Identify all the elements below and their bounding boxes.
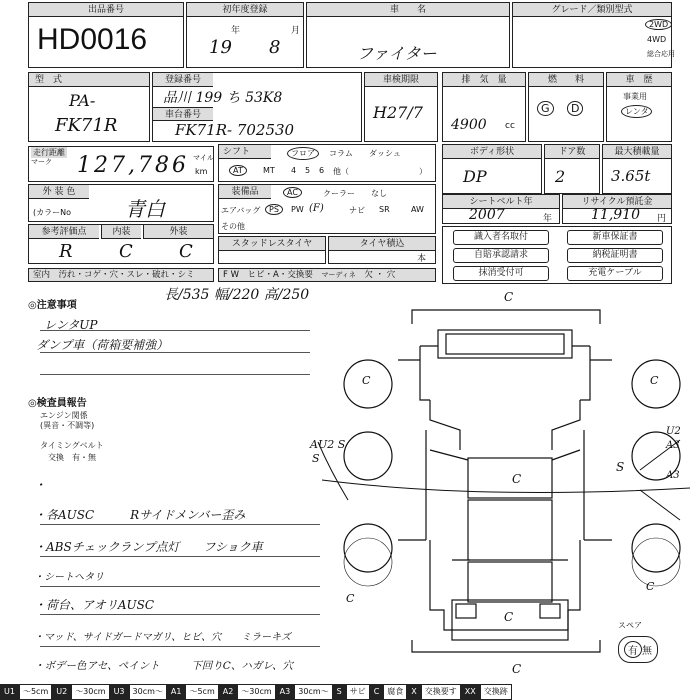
displacement-label: 排 気 量 <box>443 73 525 87</box>
recycle-unit: 円 <box>657 214 667 224</box>
damage-marks <box>318 440 690 520</box>
shift-opt1 <box>287 147 319 160</box>
displacement-value: 4900 <box>451 117 487 133</box>
usage-opt2-text: レンタ <box>621 105 652 118</box>
belt-unit: 年 <box>543 214 553 224</box>
first-reg-month: 8 <box>269 37 281 58</box>
payload-box <box>602 144 672 194</box>
notes-sep-3 <box>40 374 310 375</box>
car-name-box <box>306 2 510 68</box>
shift-opt1-text: フロア <box>287 147 319 160</box>
mark-rt3: A3 <box>666 470 680 481</box>
body-label: ボディ形状 <box>443 145 541 159</box>
opt-other: 総合応用 <box>647 50 675 58</box>
legend-10: A3 <box>276 684 295 700</box>
remark-sep-2 <box>40 556 320 557</box>
equip-label: 装備品 <box>219 185 271 199</box>
model-line2: FK71R <box>55 115 118 136</box>
mark-wheel-fr: C <box>650 374 659 387</box>
equip-opt5-text: PS <box>265 204 283 215</box>
mark-wheel-rr: C <box>646 580 655 593</box>
doc-button-6[interactable]: 充電ケーブル <box>567 266 663 281</box>
chassis-label: 車台番号 <box>153 107 213 121</box>
legend-19: 交換跡 <box>480 684 512 700</box>
belt-label: シートベルト年 <box>443 195 559 209</box>
payload-label: 最大積載量 <box>603 145 671 159</box>
mark-top: C <box>504 290 514 304</box>
inspector-engine-sub: (異音・不調等) <box>40 421 95 430</box>
legend-13: サビ <box>346 684 370 700</box>
reg-no-label: 登録番号 <box>153 73 213 87</box>
car-name-label: 車 名 <box>307 3 509 17</box>
fw-label: F W <box>223 270 239 280</box>
rating-box <box>28 224 214 264</box>
model-box <box>28 72 150 142</box>
fw-items2: 欠 ・ 穴 <box>364 270 396 280</box>
interior-items: 汚れ・コゲ・穴・スレ・破れ・シミ <box>58 270 195 280</box>
remark-6: ・ボデー色アセ、ペイント 下回りC、ハガレ、穴 <box>34 660 293 672</box>
equip-opt1-text: AC <box>283 187 302 198</box>
mileage-unit1: マイル <box>193 154 214 162</box>
spare-box <box>618 636 658 663</box>
mileage-unit2: km <box>195 167 208 176</box>
legend-15: 腐食 <box>383 684 407 700</box>
belt-value: 2007 <box>469 207 505 223</box>
remark-sep-1 <box>40 524 320 525</box>
legend-16: X <box>407 684 420 700</box>
lot-box <box>28 2 184 68</box>
legend-6: A1 <box>167 684 186 700</box>
spare-yes: 有 <box>624 641 642 658</box>
shift-box <box>218 144 436 182</box>
doc-button-4[interactable]: 新車保証書 <box>567 230 663 245</box>
mileage-value: 127,786 <box>77 153 189 178</box>
shift-opt9: 他（ <box>333 167 349 176</box>
displacement-box <box>442 72 526 142</box>
equip-opt6: PW <box>291 205 304 214</box>
fw-label2: マーディネ <box>321 271 356 279</box>
mark-bottom: C <box>504 610 514 624</box>
doors-value: 2 <box>555 167 566 186</box>
shift-opt3: ダッシュ <box>369 149 401 158</box>
opt-2wd <box>645 19 672 30</box>
fw-items: ヒビ・A・交換要 <box>247 270 313 280</box>
mark-wheel-rl: C <box>346 592 355 605</box>
shift-opt4 <box>229 165 247 176</box>
legend-3: 〜30cm <box>71 684 109 700</box>
year-label: 年 <box>231 26 241 36</box>
remark-sep-3 <box>40 586 320 587</box>
chassis-value: FK71R- 702530 <box>175 121 295 139</box>
out-value: C <box>179 241 193 262</box>
legend-8: A2 <box>219 684 238 700</box>
legend-1: 〜5cm <box>19 684 52 700</box>
mark-rt2: A3 <box>666 440 680 451</box>
first-reg-label: 初年度登録 <box>187 3 303 17</box>
legend-11: 30cm〜 <box>294 684 332 700</box>
inspector-label: ◎検査員報告 <box>28 398 87 409</box>
equip-other: その他 <box>221 222 245 231</box>
usage-opt1: 事業用 <box>623 92 647 101</box>
equip-opt3: なし <box>371 189 387 198</box>
shift-opt5: MT <box>263 166 275 175</box>
legend-14: C <box>370 684 384 700</box>
fuel-d <box>567 101 583 116</box>
color-value: 青白 <box>125 197 165 221</box>
color-label: 外 装 色 <box>29 185 89 199</box>
payload-value: 3.65t <box>611 167 651 185</box>
equip-pw-note: (F) <box>309 203 324 214</box>
notes-label: ◎注意事項 <box>28 300 77 311</box>
dimensions: 長/535 幅/220 高/250 <box>164 287 310 303</box>
remark-0: ・ <box>34 478 47 492</box>
doc-button-5[interactable]: 納税証明書 <box>567 248 663 263</box>
interior-bar <box>28 268 214 282</box>
damage-legend <box>0 684 700 700</box>
remark-sep-4 <box>40 614 320 615</box>
first-reg-year: 19 <box>209 37 232 58</box>
usage-label: 車 歴 <box>607 73 671 87</box>
equip-box <box>218 184 436 234</box>
body-box <box>442 144 542 194</box>
fw-bar <box>218 268 436 282</box>
opt-2wd-text: 2WD <box>645 19 672 30</box>
notes-line2: ダンプ車（荷箱要補強） <box>36 338 169 352</box>
legend-7: 〜5cm <box>185 684 218 700</box>
notes-line1: レンタUP <box>44 318 98 332</box>
opt-4wd: 4WD <box>647 35 667 44</box>
mileage-sub: マーク <box>31 158 52 166</box>
rating-value: R <box>59 241 73 262</box>
equip-opt1 <box>283 187 302 198</box>
mark-left: AU2 S <box>310 438 346 451</box>
doors-label: ドア数 <box>545 145 599 159</box>
recycle-box <box>562 194 672 224</box>
doors-box <box>544 144 600 194</box>
equip-opt2: クーラー <box>323 189 355 198</box>
spare-no: 無 <box>642 646 652 657</box>
out-label: 外装 <box>143 225 213 239</box>
displacement-unit: cc <box>505 121 515 131</box>
equip-opt9: AW <box>411 205 424 214</box>
shift-opt10: ） <box>419 167 427 176</box>
color-sub: (カラーNo <box>33 208 71 217</box>
shift-opt4-text: AT <box>229 165 247 176</box>
recycle-label: リサイクル預託金 <box>563 195 671 209</box>
in-label: 内装 <box>101 225 141 239</box>
equip-opt4: エアバッグ <box>221 206 261 215</box>
docs-box <box>442 226 672 284</box>
inspection-value: H27/7 <box>373 103 423 122</box>
reg-chassis-box <box>152 72 362 142</box>
reg-no-value: 品川 199 ち 53K8 <box>163 90 283 106</box>
shift-opt6: 4 <box>291 166 297 175</box>
fuel-g <box>537 101 554 116</box>
mark-back: C <box>512 662 522 676</box>
inspector-engine: エンジン関係 <box>40 411 88 420</box>
legend-2: U2 <box>52 684 71 700</box>
shift-opt7: 5 <box>305 166 311 175</box>
spare-label: スペア <box>618 621 642 630</box>
first-reg-box <box>186 2 304 68</box>
grade-label: グレード／類別型式 <box>513 3 671 17</box>
grade-box <box>512 2 675 68</box>
rating-label: 参考評価点 <box>29 225 99 239</box>
equip-opt5 <box>265 204 283 215</box>
remark-4: ・荷台、アオリAUSC <box>34 598 155 612</box>
color-box <box>28 184 214 222</box>
inspector-timing: タイミングベルト <box>40 441 104 450</box>
usage-box <box>606 72 672 142</box>
fuel-label: 燃 料 <box>529 73 603 87</box>
remark-5: ・マッド、サイドガードマガリ、ヒビ、穴 ミラーキズ <box>34 632 291 643</box>
remark-2: ・ABSチェックランプ点灯 フショク車 <box>34 540 263 554</box>
fuel-box <box>528 72 604 142</box>
studless-box <box>218 236 326 264</box>
shift-label: シフト <box>219 145 271 159</box>
lot-label: 出品番号 <box>29 3 183 17</box>
tire-box <box>328 236 436 264</box>
tire-unit: 本 <box>417 254 427 264</box>
recycle-value: 11,910 <box>591 207 640 223</box>
inspection-box <box>364 72 438 142</box>
interior-label: 室内 <box>33 270 51 280</box>
studless-label: スタッドレスタイヤ <box>219 237 325 251</box>
notes-sep-2 <box>40 352 310 353</box>
model-label: 型 式 <box>29 73 149 87</box>
doc-button-2[interactable]: 自賠承認請求 <box>453 248 549 263</box>
mark-left-s: S <box>312 452 320 465</box>
fuel-g-text: G <box>537 101 554 116</box>
inspector-timing-sub: 交換 有・無 <box>48 453 96 462</box>
mark-mid: C <box>512 472 522 486</box>
legend-12: S <box>333 684 346 700</box>
lot-number: HD0016 <box>37 23 148 56</box>
mark-wheel-fl: C <box>362 374 371 387</box>
legend-18: XX <box>461 684 480 700</box>
equip-opt8: SR <box>379 205 390 214</box>
belt-box <box>442 194 560 224</box>
truck-outline <box>398 310 612 652</box>
legend-9: 〜30cm <box>237 684 275 700</box>
in-value: C <box>119 241 133 262</box>
notes-sep-1 <box>40 330 310 331</box>
model-line1: PA- <box>69 91 96 110</box>
car-name-value: ファイター <box>357 44 437 63</box>
mark-right: S <box>616 460 625 474</box>
doc-button-1[interactable]: 識入者名取付 <box>453 230 549 245</box>
shift-opt2: コラム <box>329 149 353 158</box>
legend-17: 交換要す <box>421 684 461 700</box>
mileage-label: 走行距離 <box>33 148 65 157</box>
remark-3: ・シートヘタリ <box>34 572 104 583</box>
body-value: DP <box>463 167 487 186</box>
mark-rt1: U2 <box>666 426 681 437</box>
month-label: 月 <box>291 26 301 36</box>
legend-0: U1 <box>0 684 19 700</box>
equip-opt7: ナビ <box>349 206 365 215</box>
doc-button-3[interactable]: 抹消受付可 <box>453 266 549 281</box>
mileage-box <box>28 146 214 182</box>
inspection-label: 車検期限 <box>365 73 437 87</box>
remark-sep-5 <box>40 646 320 647</box>
tire-label: タイヤ積込 <box>329 237 435 251</box>
fuel-d-text: D <box>567 101 583 116</box>
remark-1: ・各AUSC Rサイドメンバー歪み <box>34 508 246 522</box>
usage-opt2 <box>621 105 652 118</box>
legend-4: U3 <box>110 684 129 700</box>
legend-5: 30cm〜 <box>129 684 167 700</box>
shift-opt8: 6 <box>319 166 325 175</box>
